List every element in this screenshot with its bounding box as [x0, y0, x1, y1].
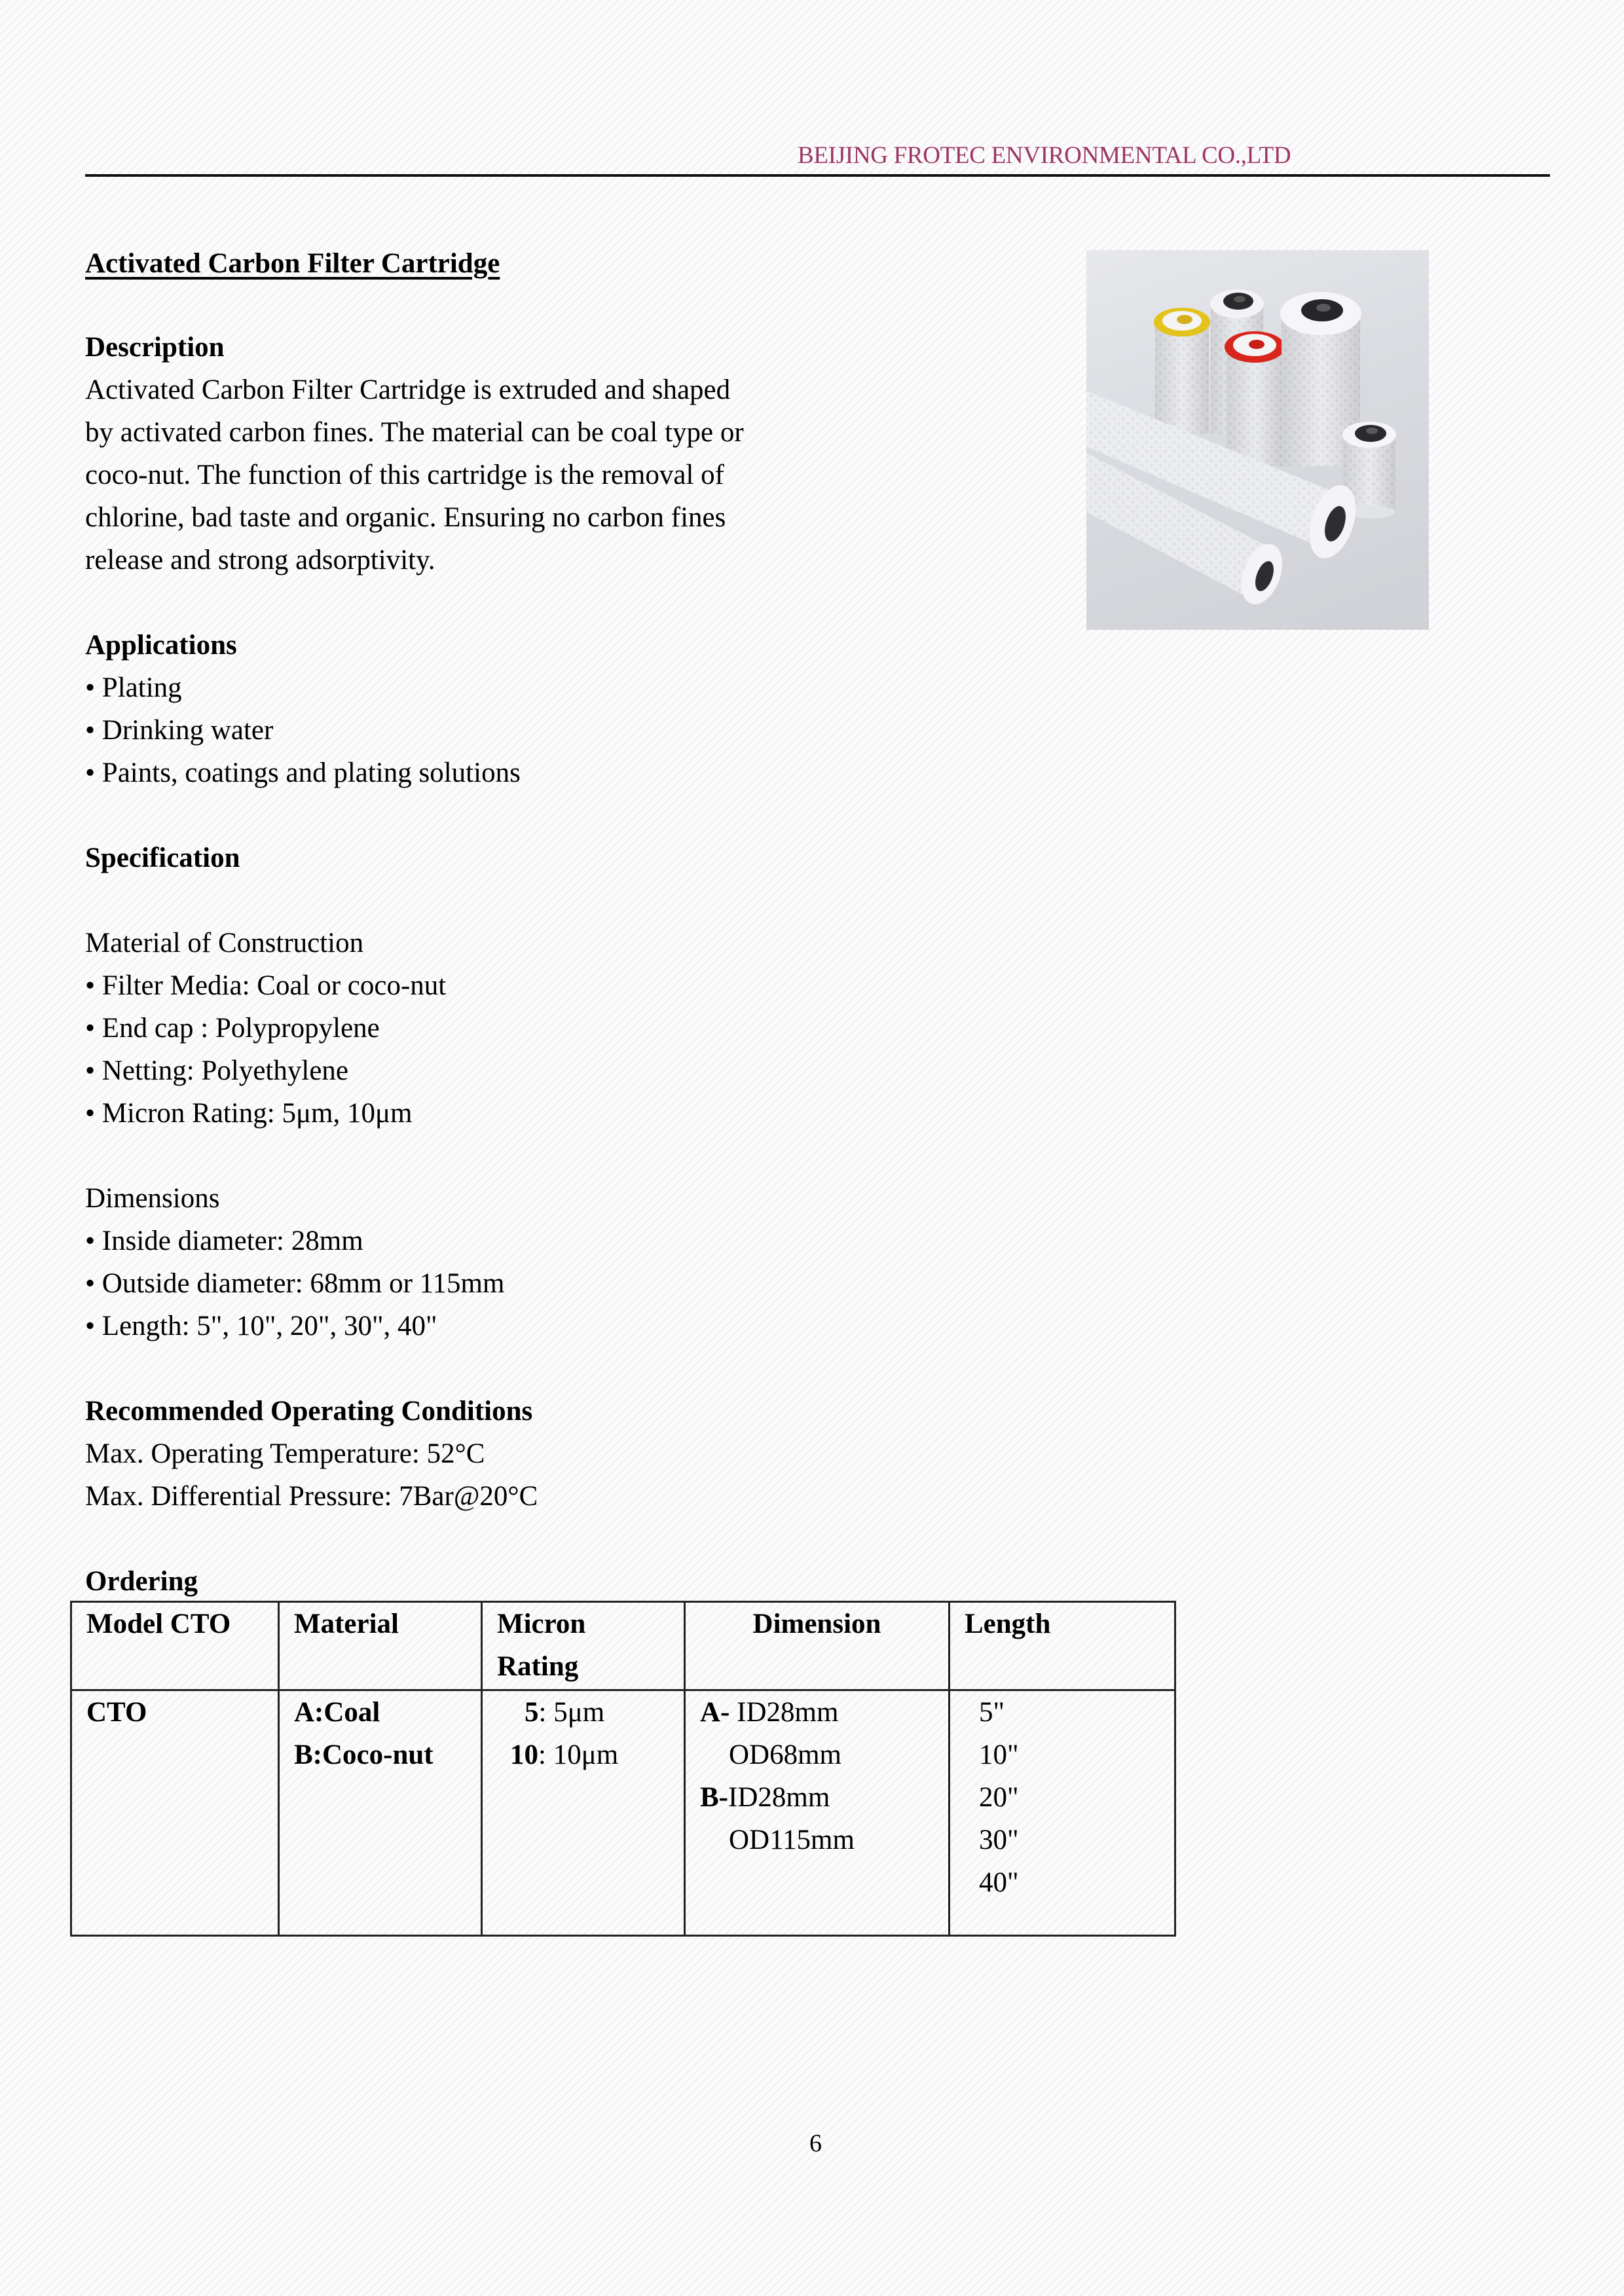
specification-section: [85, 837, 538, 1603]
cell-dimension: A- ID28mm OD68mm B-ID28mm OD115mm: [685, 1690, 950, 1936]
description-line: coco-nut. The function of this cartridge is the removal of: [85, 460, 724, 490]
header-material: Material: [279, 1602, 482, 1690]
page-title: Activated Carbon Filter Cartridge: [85, 248, 500, 279]
material-heading: Material of Construction: [85, 928, 364, 958]
description-line: by activated carbon fines. The material can be coal type or: [85, 417, 744, 448]
description-section: [85, 326, 744, 581]
header-micron-rating: Micron Rating: [482, 1602, 685, 1690]
application-item: • Paints, coatings and plating solutions: [85, 757, 521, 788]
dimension-item: • Inside diameter: 28mm: [85, 1226, 363, 1256]
cell-micron: 5: 5μm 10: 10μm: [482, 1690, 685, 1936]
company-header: BEIJING FROTEC ENVIRONMENTAL CO.,LTD: [798, 142, 1291, 169]
table-row: [71, 1690, 1175, 1936]
description-heading: Description: [85, 332, 225, 363]
operating-condition: Max. Operating Temperature: 52°C: [85, 1438, 485, 1469]
yellow-cap-cartridge: [1154, 308, 1210, 433]
operating-condition: Max. Differential Pressure: 7Bar@20°C: [85, 1481, 538, 1512]
dimension-item: • Outside diameter: 68mm or 115mm: [85, 1268, 505, 1299]
description-line: Activated Carbon Filter Cartridge is extruded and shaped: [85, 374, 731, 405]
header-length: Length: [950, 1602, 1175, 1690]
specification-heading: Specification: [85, 843, 240, 873]
applications-section: [85, 624, 521, 794]
ordering-heading: Ordering: [85, 1566, 198, 1597]
operating-conditions-heading: Recommended Operating Conditions: [85, 1396, 533, 1427]
product-photo: [1086, 250, 1429, 630]
application-item: • Plating: [85, 672, 182, 703]
ordering-table: [70, 1601, 1176, 1937]
material-item: • Netting: Polyethylene: [85, 1055, 348, 1086]
table-header-row: [71, 1602, 1175, 1690]
material-item: • Filter Media: Coal or coco-nut: [85, 970, 447, 1001]
material-item: • End cap : Polypropylene: [85, 1013, 380, 1044]
cell-material: A:Coal B:Coco-nut: [279, 1690, 482, 1936]
material-item: • Micron Rating: 5μm, 10μm: [85, 1098, 413, 1129]
cell-length: 5" 10" 20" 30" 40": [950, 1690, 1175, 1936]
header-rule: [85, 174, 1550, 177]
description-line: chlorine, bad taste and organic. Ensuring no carbon fines: [85, 502, 726, 533]
red-cap-cartridge: [1225, 331, 1285, 466]
header-model: Model CTO: [71, 1602, 279, 1690]
cell-model: CTO: [71, 1690, 279, 1936]
dimension-item: • Length: 5", 10", 20", 30", 40": [85, 1311, 437, 1341]
dimensions-heading: Dimensions: [85, 1183, 220, 1214]
page-number: 6: [809, 2130, 822, 2157]
applications-heading: Applications: [85, 630, 237, 661]
application-item: • Drinking water: [85, 715, 274, 746]
header-dimension: Dimension: [685, 1602, 950, 1690]
description-line: release and strong adsorptivity.: [85, 545, 435, 575]
